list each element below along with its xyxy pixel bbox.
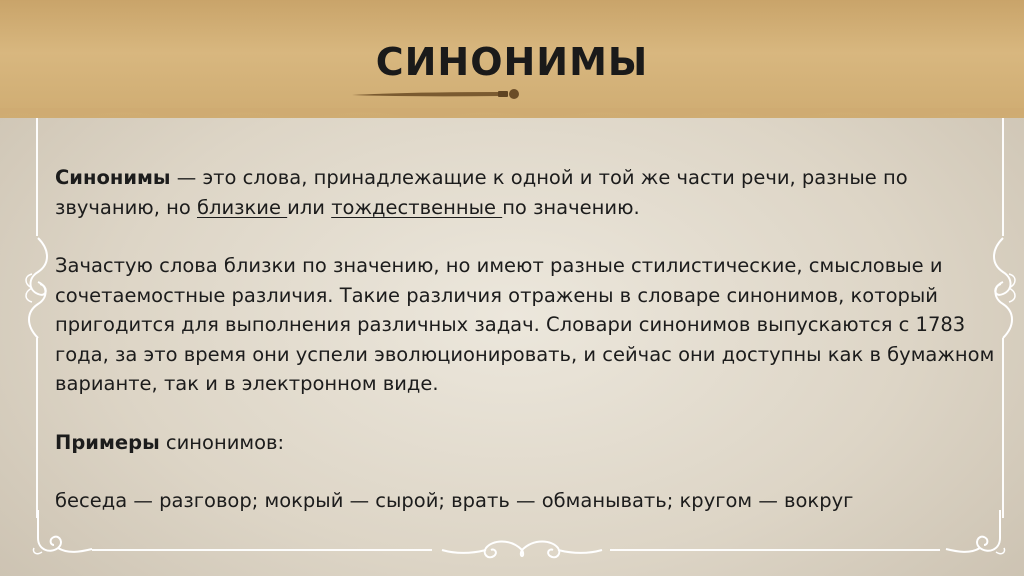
- definition-text-3: по значению.: [502, 195, 640, 219]
- definition-text-2: или: [287, 195, 332, 219]
- details-paragraph: Зачастую слова близки по значению, но имеют разные стилистические, смысловые и сочетаемостные различия. Такие различия отражены в словаре синонимов, который пригодится для выполнения различных задач. Словари синонимов выпускаются с 1783 года, за это время они успели эволюционировать, и сейчас они доступны как в бумажном варианте, так и в электронном виде.: [55, 254, 995, 395]
- examples-heading-bold: Примеры: [55, 430, 160, 454]
- definition-paragraph: [55, 163, 995, 222]
- link-blizkie[interactable]: близкие: [196, 195, 288, 219]
- frame-right-line-lower: [1002, 338, 1004, 518]
- header-torn-edge: [0, 108, 1024, 122]
- frame-bottom-line-right: [610, 549, 940, 551]
- frame-left-line-lower: [36, 338, 38, 518]
- left-flourish-ornament: [20, 236, 56, 340]
- pen-icon: [350, 87, 522, 101]
- examples-list: беседа — разговор; мокрый — сырой; врать — обманывать; кругом — вокруг: [55, 489, 854, 512]
- slide-title: СИНОНИМЫ: [375, 40, 649, 84]
- bottom-right-corner-ornament: [940, 508, 1010, 560]
- frame-right-line: [1002, 118, 1004, 236]
- frame-left-line: [36, 118, 38, 236]
- bottom-center-flourish-ornament: [440, 536, 604, 564]
- link-tozhdestvennye[interactable]: тождественные: [331, 195, 503, 219]
- definition-text-1: — это слова, принадлежащие к одной и той же части речи, разные по звучанию, но: [55, 166, 908, 219]
- examples-heading-rest: синонимов:: [159, 430, 285, 454]
- frame-bottom-line-left: [92, 549, 432, 551]
- examples-heading: [55, 428, 995, 458]
- bottom-left-corner-ornament: [28, 508, 98, 560]
- content-area: [55, 163, 995, 516]
- definition-term: Синонимы: [55, 166, 171, 189]
